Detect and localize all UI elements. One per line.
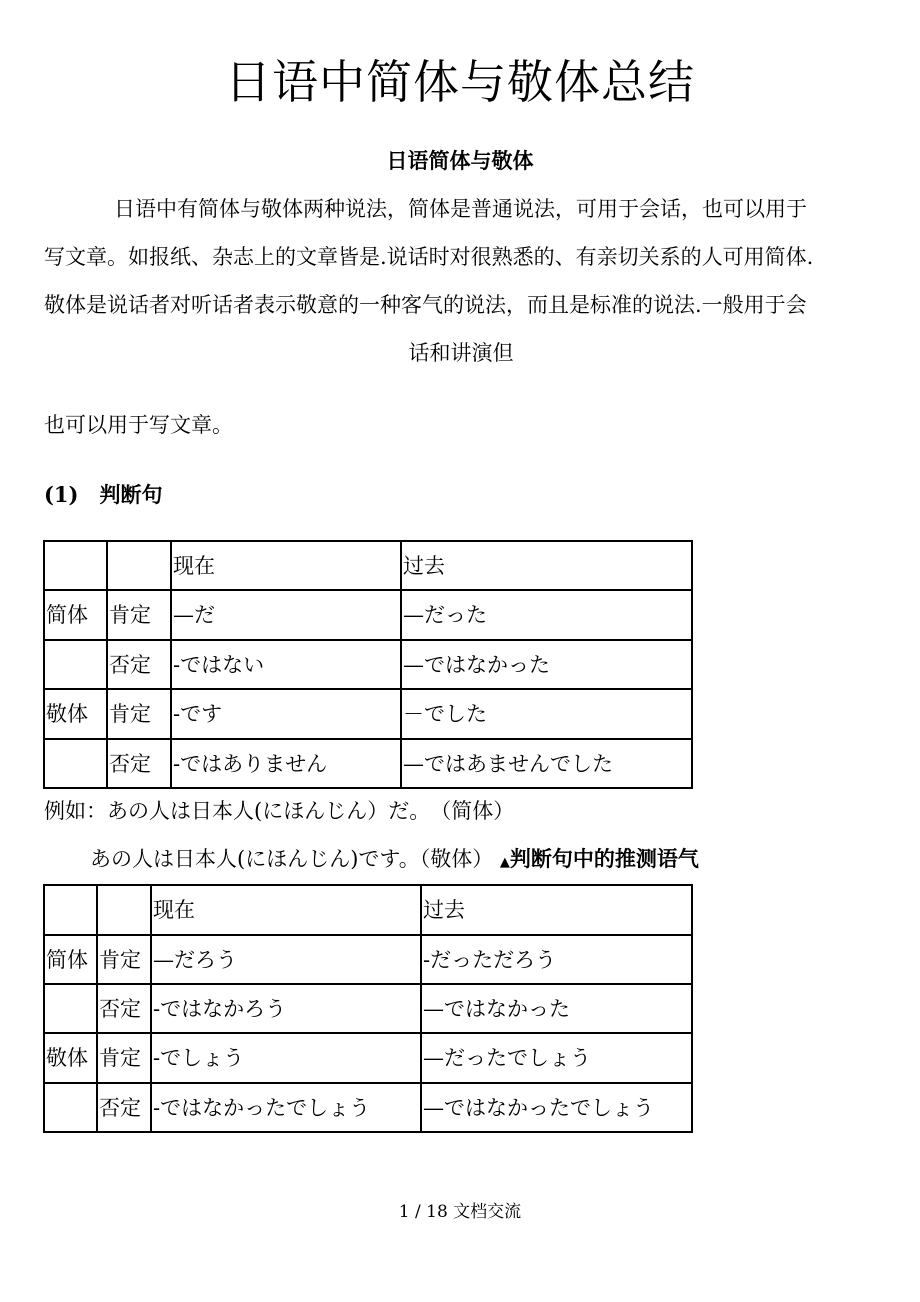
table-cell: —だったでしょう [421, 1033, 692, 1083]
table-cell: -ではない [171, 640, 401, 689]
intro-line-3: 敬体是说话者对听话者表示敬意的一种客气的说法，而且是标准的说法.一般用于会 [44, 293, 807, 317]
conjecture-table [43, 884, 693, 1133]
table-cell: 否定 [107, 739, 171, 788]
example-line-2: あの人は日本人(にほんじん)です。（敬体） [90, 847, 494, 871]
table-cell: 简体 [44, 935, 97, 984]
table-cell [44, 739, 107, 788]
table-cell: 肯定 [97, 1033, 151, 1083]
table-cell: 敬体 [44, 1033, 97, 1083]
table-row [44, 1083, 692, 1132]
column-header-past: 过去 [401, 541, 692, 590]
example-line-2-row [90, 844, 699, 878]
table-cell: —ではあませんでした [401, 739, 692, 788]
table-cell: －でした [401, 689, 692, 739]
table-cell [97, 885, 151, 935]
table-cell: -です [171, 689, 401, 739]
table-cell [44, 1083, 97, 1132]
table-cell: 否定 [97, 1083, 151, 1132]
table-row [44, 590, 692, 640]
table-cell: -だっただろう [421, 935, 692, 984]
table-cell: —ではなかった [421, 984, 692, 1033]
page-footer: 1 / 18 文档交流 [398, 1202, 522, 1222]
table-cell: 肯定 [97, 935, 151, 984]
table-cell: 否定 [97, 984, 151, 1033]
section-heading-judgment: (1) 判断句 [44, 482, 163, 507]
intro-line-2: 写文章。如报纸、杂志上的文章皆是.说话时对很熟悉的、有亲切关系的人可用简体. [44, 245, 814, 269]
table-cell: 否定 [107, 640, 171, 689]
table-cell: -でしょう [151, 1033, 421, 1083]
column-header-present: 现在 [171, 541, 401, 590]
table-cell [107, 541, 171, 590]
table-cell [44, 885, 97, 935]
table-cell: 简体 [44, 590, 107, 640]
table-row [44, 935, 692, 984]
column-header-present: 现在 [151, 885, 421, 935]
table-cell [44, 541, 107, 590]
intro-line-4: 话和讲演但 [408, 341, 514, 365]
table-cell: -ではありません [171, 739, 401, 788]
table-row [44, 689, 692, 739]
table-row [44, 640, 692, 689]
table-cell: 肯定 [107, 689, 171, 739]
document-subtitle: 日语简体与敬体 [386, 148, 534, 173]
table-cell: -ではなかろう [151, 984, 421, 1033]
document-title: 日语中简体与敬体总结 [225, 55, 695, 109]
table-header-row [44, 541, 692, 590]
table-cell: —だった [401, 590, 692, 640]
table-header-row [44, 885, 692, 935]
table-cell: —ではなかった [401, 640, 692, 689]
example-line-1: 例如：あの人は日本人(にほんじん）だ。 （简体） [44, 799, 515, 823]
intro-line-1: 日语中有简体与敬体两种说法，简体是普通说法，可用于会话，也可以用于 [114, 197, 807, 221]
triangle-bullet-icon: ▲ [499, 855, 510, 870]
table-cell: —ではなかったでしょう [421, 1083, 692, 1132]
intro-tail: 也可以用于写文章。 [44, 413, 233, 437]
table-cell: —だろう [151, 935, 421, 984]
table-row [44, 984, 692, 1033]
table-cell: 敬体 [44, 689, 107, 739]
table-cell: -ではなかったでしょう [151, 1083, 421, 1132]
table-cell: —だ [171, 590, 401, 640]
table-row [44, 1033, 692, 1083]
table-cell [44, 640, 107, 689]
table-cell: 肯定 [107, 590, 171, 640]
table-cell [44, 984, 97, 1033]
judgment-table [43, 540, 693, 789]
section-heading-conjecture: 判断句中的推测语气 [509, 846, 699, 871]
column-header-past: 过去 [421, 885, 692, 935]
table-row [44, 739, 692, 788]
